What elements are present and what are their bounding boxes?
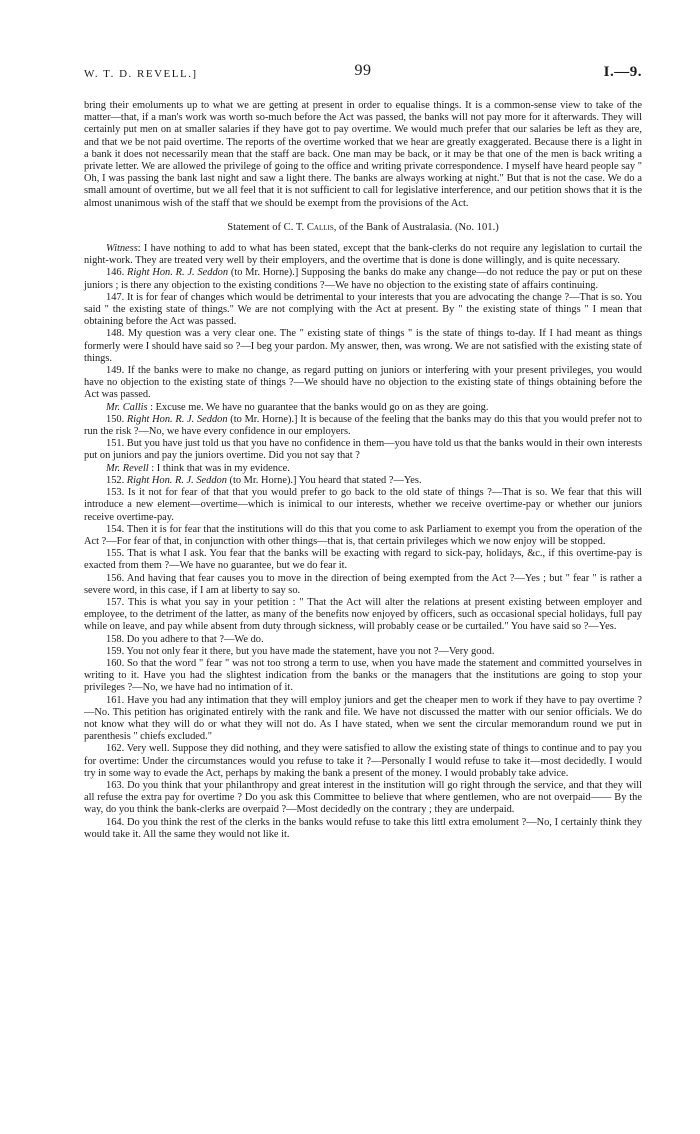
speaker-name: Right Hon. R. J. Seddon <box>126 413 228 425</box>
paragraph-text: Very well. Suppose they did nothing, and they were satisfied to allow the existing state of things to continue and to pay you for overtime: Under the circumstances would you refuse to take it ?—Personally I would refuse to take it—most decidedly. I would try in some way to evade the Act, perhaps by making the bank a present of the money. I would probably take advice. <box>84 743 642 779</box>
statement-heading <box>84 222 642 234</box>
paragraph-text: This is what you say in your petition : " That the Act will alter the relations at present existing between employer and employee, to the detriment of the latter, as many of the benefits now enjoyed by officers, such as occasional special holidays, full pay while on leave, and pay while absent from duty through sickness, will probably cease or be curtailed." You have said so ?—Yes. <box>84 596 642 633</box>
question-number: 158. <box>106 633 125 645</box>
evidence-paragraph <box>84 634 642 646</box>
question-number: 163. <box>106 779 125 791</box>
evidence-paragraph <box>84 438 642 462</box>
evidence-paragraph <box>84 743 642 780</box>
question-number: 146. <box>106 267 125 279</box>
evidence-paragraph <box>84 414 642 438</box>
question-number: 161. <box>106 694 125 706</box>
question-number: 160. <box>106 657 125 669</box>
question-number: 152. <box>106 474 125 486</box>
evidence-paragraph <box>84 548 642 572</box>
paragraph-text: Is it not for fear of that that you would prefer to go back to the old state of things ?—That is so. We fear that this will introduce a new element—overtime—which is inimical to our interests, whether we receive overtime-pay or whether our juniors receive overtime-pay. <box>84 487 642 523</box>
paragraph-text: : Excuse me. We have no guarantee that the banks would go on as they are going. <box>147 401 489 413</box>
evidence-paragraph <box>84 695 642 744</box>
question-number: 156. <box>106 572 125 584</box>
question-number: 164. <box>106 816 125 828</box>
evidence-paragraph <box>84 243 642 267</box>
speaker-name: Mr. Revell <box>106 462 149 474</box>
evidence-paragraph <box>84 658 642 695</box>
paragraph-text: Do you think the rest of the clerks in the banks would refuse to take this littl extra emolument ?—No, I certainly think they would take it. All the same they would not like it. <box>84 816 642 840</box>
paragraph-text: You not only fear it there, but you have made the statement, have you not ?—Very good. <box>126 645 495 657</box>
opening-paragraph: bring their emoluments up to what we are getting at present in order to equalise things. It is a common-sense view to take of the matter—that, if a man's work was worth so-much before the Act was passed, the banks will not pay more for it afterwards. They will certainly put men on at smaller salaries if they have got to pay overtime. We would much prefer that our salaries be left as they are, and that we be not paid overtime. The reports of the overtime worked that we hear are greatly exaggerated. Because there is a light in a bank it does not necessarily mean that the staff are back. One man may be back, or it may be that one of the men is back writing a private letter. We are allowed the privilege of going to the office and writing private correspondence. I myself have heard people say " Oh, I was passing the bank last night and saw a light there. The banks are always working at night." But that is not the case. We do a small amount of overtime, but we all feel that it is not sufficient to call for legislative interference, and our petition shows that it is the almost unanimous wish of the staff that we should be exempt from the provisions of the Act. <box>84 100 642 209</box>
evidence-paragraph <box>84 402 642 414</box>
question-number: 159. <box>106 645 125 657</box>
evidence-paragraph <box>84 780 642 817</box>
question-number: 154. <box>106 523 125 535</box>
paragraph-text: Do you think that your philanthropy and great interest in the institution will go right through the service, and that they will all refuse the extra pay for overtime ? Do you ask this Committee to believe that where gentlemen, who are not overpaid—— By the way, do you think the bank-clerks are overpaid ?—Most decidedly on the contrary ; they are underpaid. <box>84 779 642 816</box>
paragraph-text: : I have nothing to add to what has been stated, except that the bank-clerks do not require any legislation to curtail the night-work. They are treated very well by their employers, and the overtime that is done is done willingly, and is quite necessary. <box>84 243 642 267</box>
evidence-paragraph <box>84 365 642 402</box>
paragraph-text: But you have just told us that you have no confidence in them—you have told us that the banks would in their own interests put on juniors and pay the juniors overtime. Did you not say that ? <box>84 438 642 462</box>
evidence-paragraph <box>84 463 642 475</box>
paragraph-text: (to Mr. Horne).] Supposing the banks do make any change—do not reduce the pay or put on these juniors ; is there any objection to the existing conditions ?—We have no objection to the existing state of affairs continuing. <box>84 267 642 291</box>
paragraph-text: If the banks were to make no change, as regard putting on juniors or interfering with your present privileges, you would have no objection to the existing state of things ?—We should have no objection to the existing state of things obtaining before the Act was passed. <box>84 365 642 401</box>
question-number: 151. <box>106 438 125 450</box>
evidence-list <box>84 243 642 841</box>
speaker-name: Witness <box>106 243 138 255</box>
speaker-name: Right Hon. R. J. Seddon <box>127 267 229 279</box>
body-text <box>84 100 642 841</box>
evidence-paragraph <box>84 267 642 291</box>
speaker-name: Right Hon. R. J. Seddon <box>126 474 227 486</box>
paragraph-text: My question was a very clear one. The " existing state of things " is the state of things to-day. If I had meant as things formerly were I should have said so ?—I beg your pardon. My answer, then, was wrong. We are not satisfied with the existing state of things. <box>84 328 643 364</box>
paragraph-text: It is for fear of changes which would be detrimental to your interests that you are advocating the change ?—That is so. You said " the existing state of things." We are not complying with the Act at present. By " the existing state of things " I mean that obtaining before the Act was passed. <box>84 291 642 328</box>
question-number: 155. <box>106 548 125 560</box>
question-number: 147. <box>106 291 125 303</box>
running-head <box>84 62 642 86</box>
evidence-paragraph <box>84 524 642 548</box>
paragraph-text: (to Mr. Horne).] It is because of the feeling that the banks may do this that you would prefer not to run the risk ?—No, we have every confidence in our employers. <box>84 413 642 438</box>
paragraph-text: So that the word " fear " was not too strong a term to use, when you have made the statement and committed yourselves in writing to it. Have you had the slightest indication from the banks or the managers that the institutions are going to stop your privileges ?—No, we have had no intimation of it. <box>84 657 642 694</box>
paragraph-text: That is what I ask. You fear that the banks will be exacting with regard to sick-pay, holidays, &c., if this overtime-pay is exacted from them ?—We have no guarantee, but we do fear it. <box>84 548 642 572</box>
evidence-paragraph <box>84 573 642 597</box>
paragraph-text: Then it is for fear that the institutions will do this that you come to ask Parliament to exempt you from the operation of the Act ?—For fear of that, in conjunction with other things—that is, that certain privileges which we now enjoy will be stopped. <box>84 523 642 547</box>
question-number: 150. <box>106 413 125 425</box>
paragraph-text: And having that fear causes you to move in the direction of being exempted from the Act ?—Yes ; but " fear " is rather a severe word, in this case, if I am at liberty to say so. <box>84 572 642 596</box>
question-number: 162. <box>106 743 125 755</box>
question-number: 153. <box>106 487 125 499</box>
evidence-paragraph <box>84 292 642 329</box>
evidence-paragraph <box>84 328 642 365</box>
paragraph-text: Do you adhere to that ?—We do. <box>126 633 264 645</box>
evidence-paragraph <box>84 475 642 487</box>
evidence-paragraph <box>84 817 642 841</box>
statement-prefix: Statement of C. T. <box>227 221 307 233</box>
speaker-name: Mr. Callis <box>106 401 148 413</box>
witness-name-header: W. T. D. REVELL.] <box>84 68 198 80</box>
evidence-paragraph <box>84 597 642 634</box>
page-number: 99 <box>354 62 372 79</box>
question-number: 148. <box>106 328 125 340</box>
paper-reference: I.—9. <box>603 64 642 80</box>
evidence-paragraph <box>84 646 642 658</box>
statement-suffix: , of the Bank of Australasia. (No. 101.) <box>333 221 499 233</box>
question-number: 149. <box>106 365 125 377</box>
paragraph-text: (to Mr. Horne).] You heard that stated ?—Yes. <box>226 474 422 486</box>
question-number: 157. <box>106 596 125 608</box>
paragraph-text: : I think that was in my evidence. <box>148 462 290 474</box>
paragraph-text: Have you had any intimation that they will employ juniors and get the cheaper men to work if they have to pay overtime ?—No. This petition has originated entirely with the rank and file. We have not discussed the matter with our senior officials. We do not know what they will do or what they will not do. As I have stated, when we sent the circular memorandum round we put in parenthesis " chiefs excluded." <box>84 694 642 743</box>
statement-name: Callis <box>306 221 334 233</box>
evidence-paragraph <box>84 487 642 524</box>
